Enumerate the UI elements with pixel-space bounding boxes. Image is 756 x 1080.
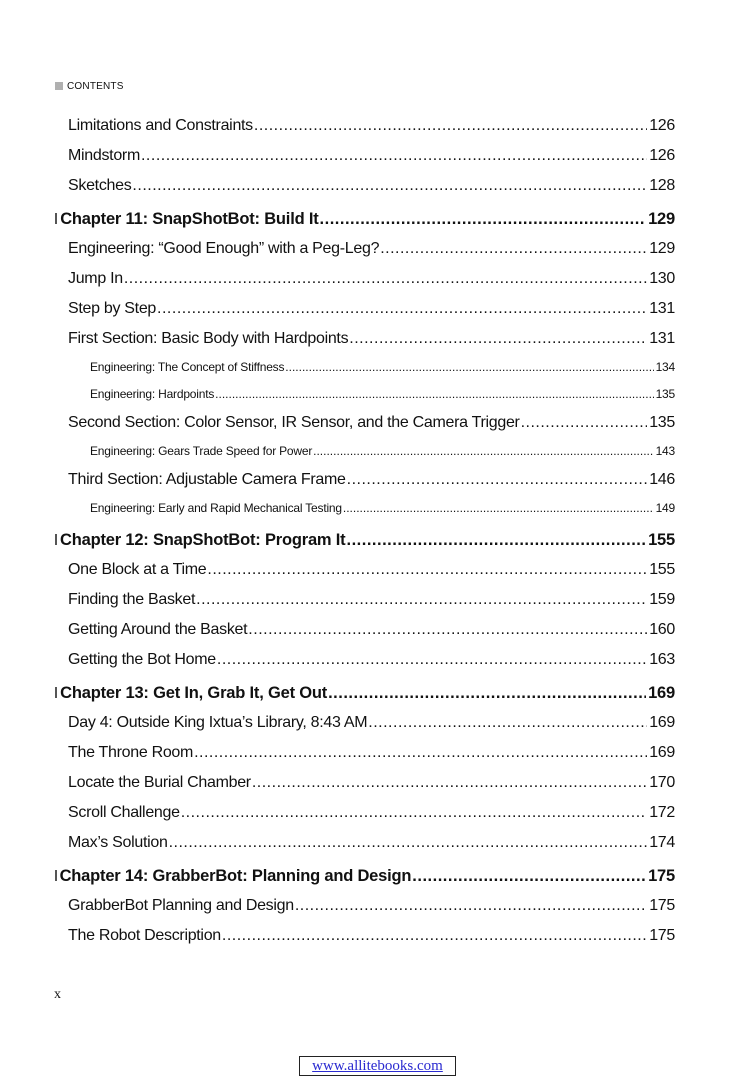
toc-entry-page: 128 [649, 177, 675, 194]
toc-subentry[interactable] [90, 359, 675, 375]
toc-entry-page: 160 [649, 621, 675, 638]
toc-entry-page: 163 [649, 651, 675, 668]
leader-dots [285, 359, 653, 375]
toc-entry-title: Getting Around the Basket [68, 621, 248, 638]
toc-entry-title: Step by Step [68, 300, 157, 317]
leader-dots [169, 833, 648, 853]
toc-entry[interactable] [68, 176, 675, 196]
toc-entry[interactable] [68, 470, 675, 490]
toc-entry-title: Engineering: The Concept of Stiffness [90, 360, 285, 374]
toc-entry-title: Engineering: Hardpoints [90, 387, 215, 401]
toc-entry[interactable] [68, 413, 675, 433]
toc-entry-title: Finding the Basket [68, 591, 196, 608]
toc-entry-page: 175 [649, 897, 675, 914]
leader-dots [157, 299, 647, 319]
toc-entry[interactable] [68, 269, 675, 289]
leader-dots [217, 650, 647, 670]
leader-dots [346, 530, 646, 550]
leader-dots [295, 896, 647, 916]
leader-dots [328, 683, 646, 703]
toc-entry[interactable] [68, 896, 675, 916]
page-number: x [54, 987, 61, 1002]
toc-entry-title: Scroll Challenge [68, 804, 180, 821]
toc-entry[interactable] [68, 116, 675, 136]
toc-chapter-entry[interactable] [55, 530, 675, 550]
toc-entry-page: 172 [649, 804, 675, 821]
toc-entry-page: 155 [649, 561, 675, 578]
toc-entry-page: 131 [649, 300, 675, 317]
toc-entry-title: Chapter 11: SnapShotBot: Build It [60, 210, 319, 228]
leader-dots [132, 176, 647, 196]
toc-entry-page: 129 [648, 210, 675, 228]
leader-dots [248, 620, 647, 640]
chapter-square-icon [55, 687, 57, 698]
toc-entry-page: 174 [649, 834, 675, 851]
leader-dots [320, 209, 647, 229]
toc-entry-title: Engineering: “Good Enough” with a Peg-Leg? [68, 240, 380, 257]
toc-entry-title: Locate the Burial Chamber [68, 774, 251, 791]
leader-dots [343, 500, 654, 516]
toc-entry-title: Chapter 12: SnapShotBot: Program It [60, 531, 346, 549]
leader-dots [194, 743, 647, 763]
toc-entry-page: 126 [649, 117, 675, 134]
toc-subentry[interactable] [90, 500, 675, 516]
toc-entry-page: 131 [649, 330, 675, 347]
leader-dots [347, 470, 648, 490]
toc-entry-page: 130 [649, 270, 675, 287]
toc-entry-title: Chapter 14: GrabberBot: Planning and Design [59, 867, 412, 885]
leader-dots [252, 773, 647, 793]
toc-entry[interactable] [68, 560, 675, 580]
toc-entry-title: Second Section: Color Sensor, IR Sensor, and the Camera Trigger [68, 414, 520, 431]
toc-entry[interactable] [68, 773, 675, 793]
toc-entry-page: 135 [655, 387, 675, 401]
toc-entry-title: Limitations and Constraints [68, 117, 253, 134]
leader-dots [181, 803, 647, 823]
toc-entry-title: GrabberBot Planning and Design [68, 897, 294, 914]
toc-entry-title: Day 4: Outside King Ixtua’s Library, 8:43 AM [68, 714, 368, 731]
toc-entry-title: Third Section: Adjustable Camera Frame [68, 471, 346, 488]
toc-entry-page: 129 [649, 240, 675, 257]
toc-entry[interactable] [68, 329, 675, 349]
toc-entry-title: The Throne Room [68, 744, 194, 761]
toc-entry-title: Engineering: Early and Rapid Mechanical Testing [90, 501, 342, 515]
toc-entry-page: 143 [655, 444, 675, 458]
leader-dots [254, 116, 647, 136]
toc-subentry[interactable] [90, 386, 675, 402]
toc-chapter-entry[interactable] [55, 209, 675, 229]
toc-entry-title: The Robot Description [68, 927, 221, 944]
toc-entry-page: 175 [648, 867, 675, 885]
toc-entry-page: 126 [649, 147, 675, 164]
leader-dots [215, 386, 653, 402]
toc-entry-page: 175 [649, 927, 675, 944]
toc-entry[interactable] [68, 299, 675, 319]
toc-entry-title: One Block at a Time [68, 561, 207, 578]
toc-entry[interactable] [68, 620, 675, 640]
toc-entry[interactable] [68, 926, 675, 946]
toc-entry-page: 134 [655, 360, 675, 374]
toc-entry-page: 169 [649, 714, 675, 731]
leader-dots [222, 926, 647, 946]
toc-entry-title: First Section: Basic Body with Hardpoints [68, 330, 349, 347]
toc-chapter-entry[interactable] [55, 866, 675, 886]
leader-dots [380, 239, 647, 259]
leader-dots [412, 866, 646, 886]
toc-subentry[interactable] [90, 443, 675, 459]
toc-entry-page: 135 [649, 414, 675, 431]
toc-entry-page: 155 [648, 531, 675, 549]
toc-entry[interactable] [68, 833, 675, 853]
leader-dots [124, 269, 647, 289]
toc-entry-page: 169 [649, 744, 675, 761]
toc-entry-title: Chapter 13: Get In, Grab It, Get Out [60, 684, 328, 702]
chapter-square-icon [55, 213, 57, 224]
leader-dots [141, 146, 647, 166]
toc-entry-title: Max’s Solution [68, 834, 168, 851]
toc-entry[interactable] [68, 650, 675, 670]
leader-dots [368, 713, 647, 733]
toc-entry-title: Jump In [68, 270, 123, 287]
leader-dots [313, 443, 653, 459]
watermark-link[interactable]: www.allitebooks.com [299, 1056, 456, 1076]
toc-entry-title: Mindstorm [68, 147, 140, 164]
toc-entry[interactable] [68, 146, 675, 166]
toc-entry-title: Getting the Bot Home [68, 651, 216, 668]
toc-entry-title: Engineering: Gears Trade Speed for Power [90, 444, 313, 458]
leader-dots [349, 329, 647, 349]
toc-entry[interactable] [68, 743, 675, 763]
toc-entry-page: 146 [649, 471, 675, 488]
toc-entry-page: 159 [649, 591, 675, 608]
toc-entry[interactable] [68, 590, 675, 610]
header-label: CONTENTS [67, 80, 124, 92]
toc-entry[interactable] [68, 803, 675, 823]
toc-entry[interactable] [68, 239, 675, 259]
leader-dots [207, 560, 647, 580]
toc-chapter-entry[interactable] [55, 683, 675, 703]
toc-entry-title: Sketches [68, 177, 132, 194]
chapter-square-icon [55, 534, 57, 545]
toc-entry[interactable] [68, 713, 675, 733]
chapter-square-icon [55, 870, 57, 881]
leader-dots [521, 413, 648, 433]
toc-entry-page: 169 [648, 684, 675, 702]
toc-entry-page: 149 [655, 501, 675, 515]
leader-dots [196, 590, 647, 610]
toc-entry-page: 170 [649, 774, 675, 791]
